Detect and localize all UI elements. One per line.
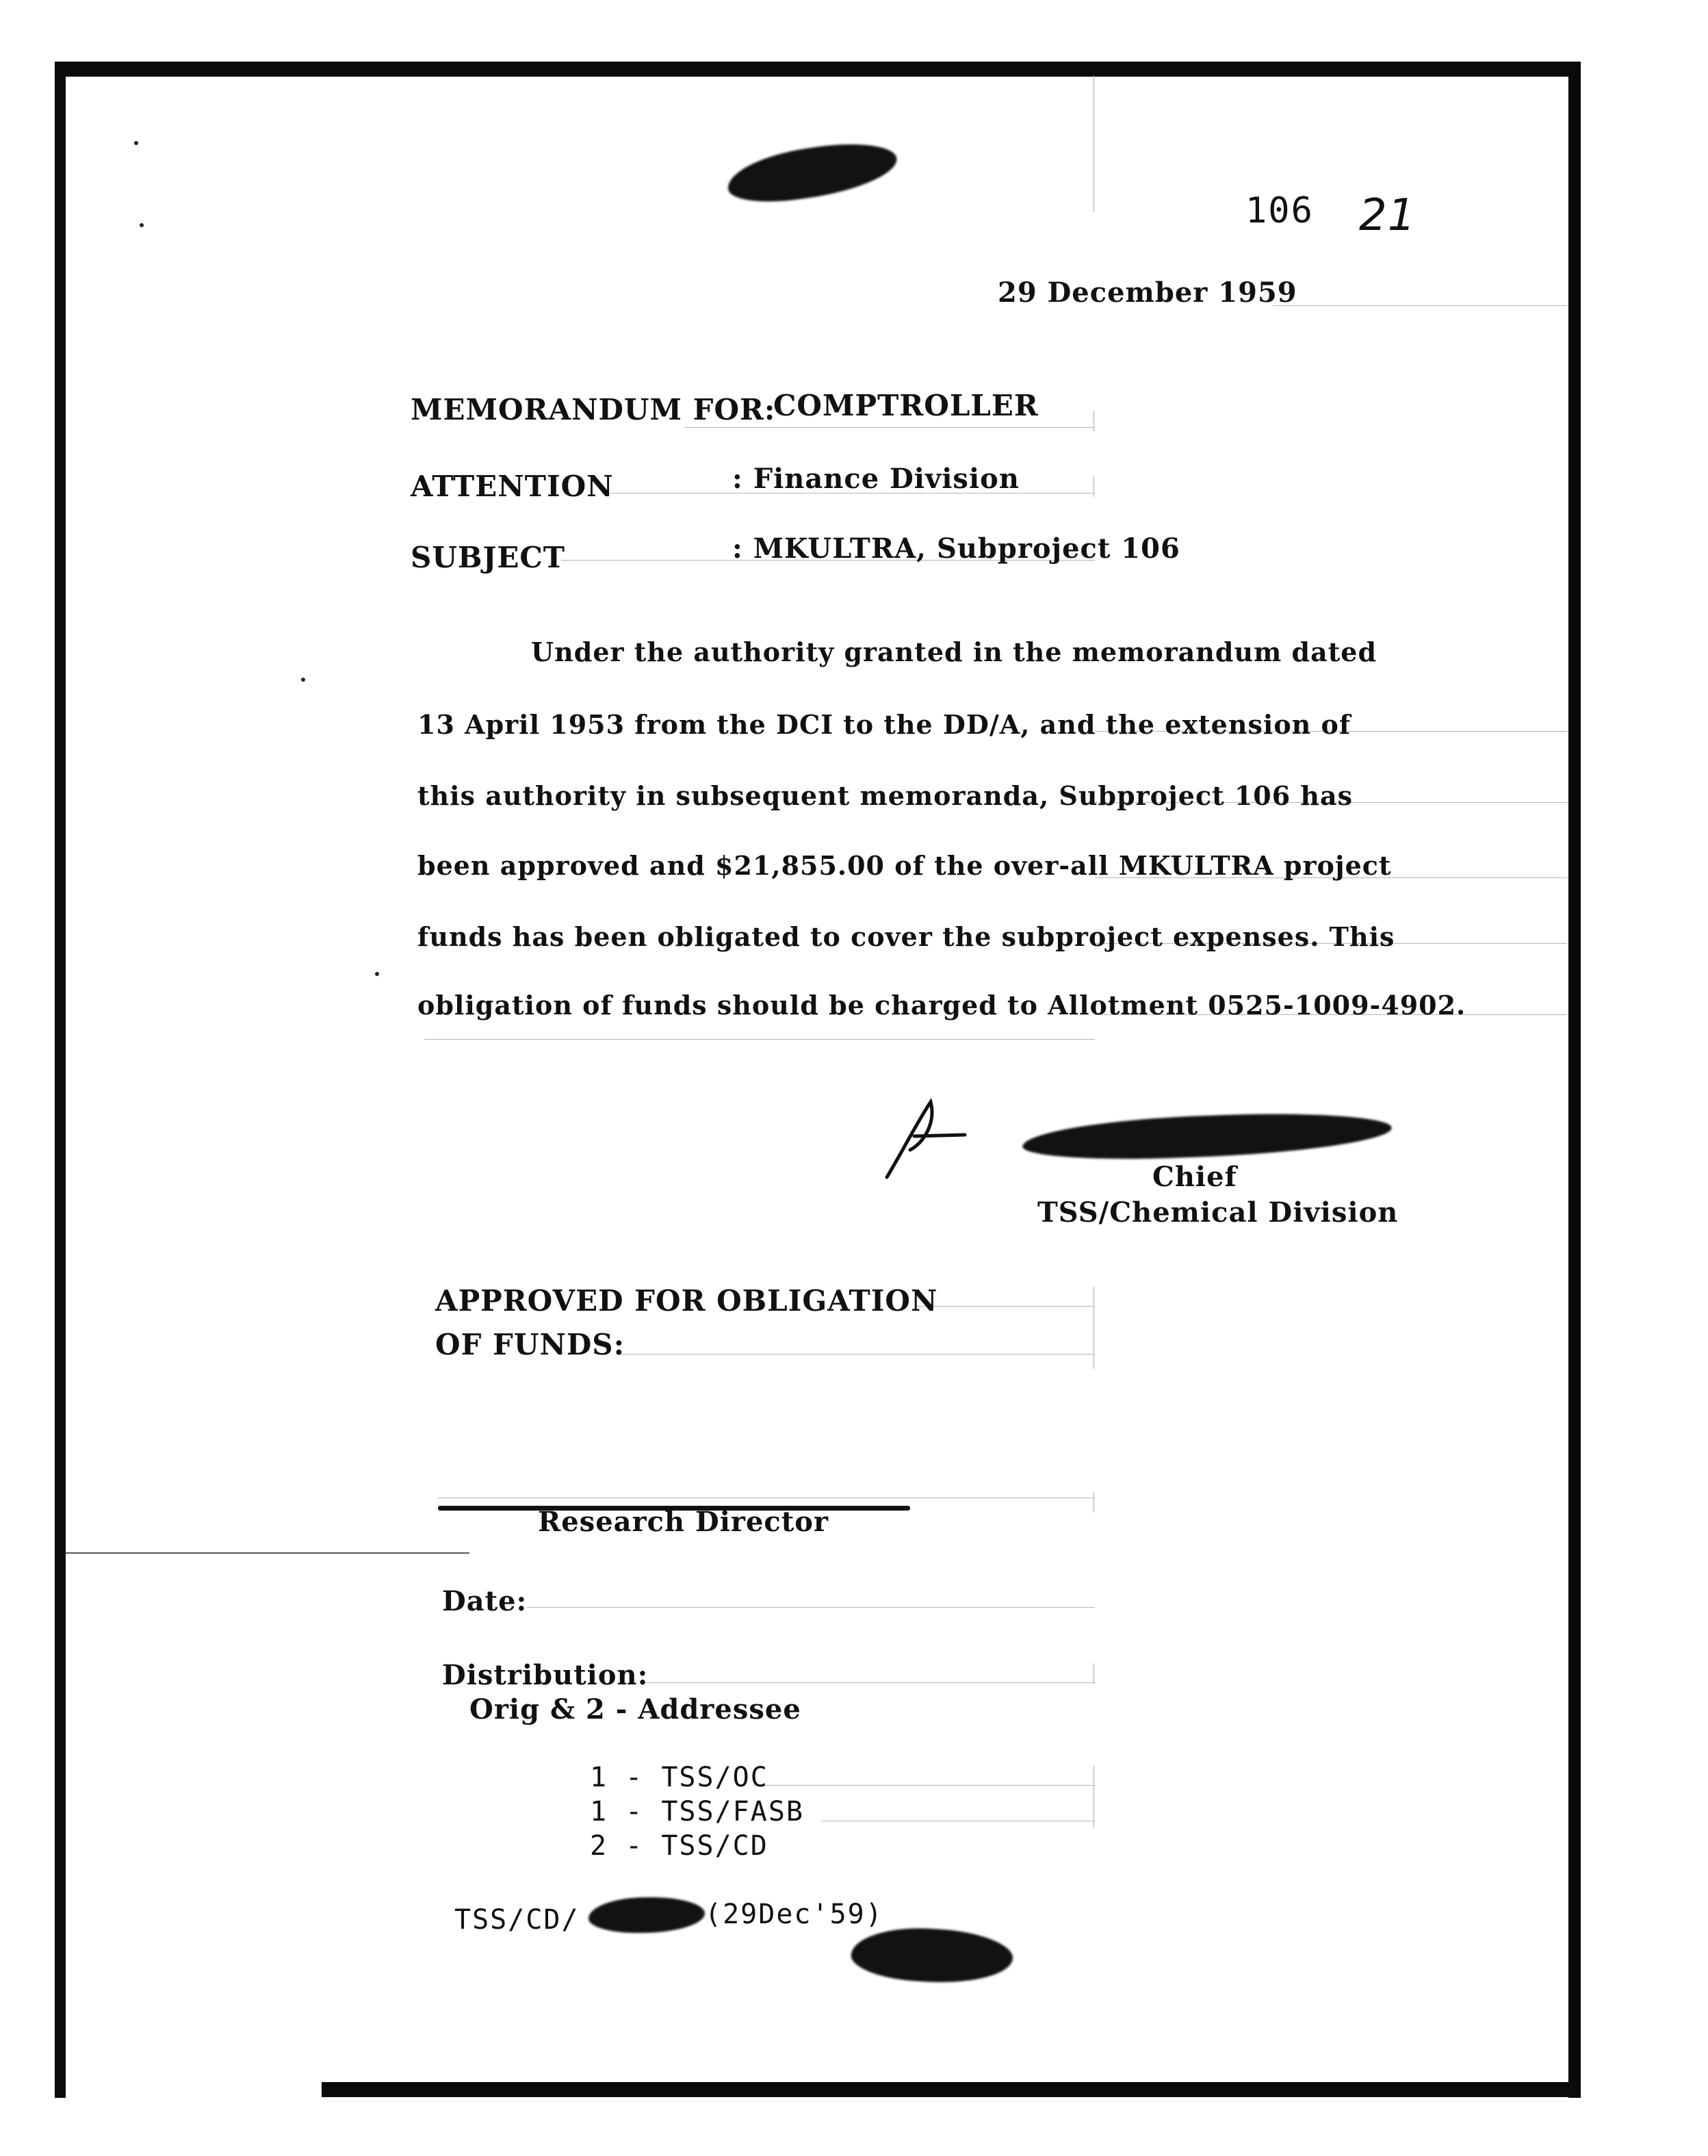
approval-signer: Research Director xyxy=(538,1506,829,1538)
redaction-originator xyxy=(588,1897,705,1933)
approval-line2: OF FUNDS: xyxy=(435,1328,625,1361)
redaction-signature xyxy=(1022,1109,1393,1164)
distribution-item: 1 - TSS/FASB xyxy=(590,1796,804,1827)
signer-division: TSS/Chemical Division xyxy=(1037,1196,1399,1229)
scan-border-top xyxy=(55,62,1581,77)
redaction-bottom xyxy=(850,1923,1015,1988)
form-rule xyxy=(424,1039,1095,1040)
body-line: this authority in subsequent memoranda, Subproject 106 has xyxy=(417,780,1354,811)
distribution-item: 2 - TSS/CD xyxy=(590,1830,768,1862)
originator-date: (29Dec'59) xyxy=(705,1899,883,1930)
scan-artifact-line xyxy=(66,1552,469,1554)
form-rule xyxy=(616,1354,1095,1355)
form-rule xyxy=(684,427,1095,428)
form-rule xyxy=(643,1682,1095,1683)
originator-prefix: TSS/CD/ xyxy=(454,1904,580,1936)
distribution-orig: Orig & 2 - Addressee xyxy=(469,1693,801,1725)
distribution-label: Distribution: xyxy=(442,1659,649,1691)
attention-label: ATTENTION xyxy=(411,470,614,503)
body-line: 13 April 1953 from the DCI to the DD/A, and the extension of xyxy=(417,709,1351,740)
scan-speck xyxy=(301,678,305,682)
form-rule xyxy=(753,1785,1095,1786)
scan-speck xyxy=(375,972,379,976)
form-rule xyxy=(527,1607,1095,1608)
memo-for-label: MEMORANDUM FOR: xyxy=(411,393,776,426)
scan-speck xyxy=(134,141,138,145)
form-rule xyxy=(917,1306,1095,1307)
attention-value: : Finance Division xyxy=(732,463,1020,495)
distribution-item: 1 - TSS/OC xyxy=(590,1762,768,1793)
signer-title: Chief xyxy=(1152,1161,1237,1193)
form-rule xyxy=(1273,305,1567,306)
file-number: 106 xyxy=(1245,190,1314,231)
scan-border-bottom xyxy=(322,2082,1581,2097)
handwritten-initial xyxy=(883,1095,979,1184)
scan-border-left xyxy=(55,62,66,2098)
approval-line1: APPROVED FOR OBLIGATION xyxy=(435,1284,938,1318)
scan-border-right xyxy=(1568,62,1581,2098)
item-number: 21 xyxy=(1359,190,1416,241)
subject-value: : MKULTRA, Subproject 106 xyxy=(732,532,1180,565)
body-line: obligation of funds should be charged to Allotment 0525-1009-4902. xyxy=(417,990,1466,1021)
memo-date: 29 December 1959 xyxy=(998,277,1297,309)
body-line: funds has been obligated to cover the subproject expenses. This xyxy=(417,921,1395,952)
memo-for-value: COMPTROLLER xyxy=(773,389,1039,422)
redaction-top xyxy=(724,136,901,209)
scan-speck xyxy=(140,223,144,227)
subject-label: SUBJECT xyxy=(411,541,566,574)
approval-date-label: Date: xyxy=(442,1585,528,1617)
body-line: been approved and $21,855.00 of the over-all MKULTRA project xyxy=(417,850,1392,881)
body-line: Under the authority granted in the memorandum dated xyxy=(531,637,1377,667)
